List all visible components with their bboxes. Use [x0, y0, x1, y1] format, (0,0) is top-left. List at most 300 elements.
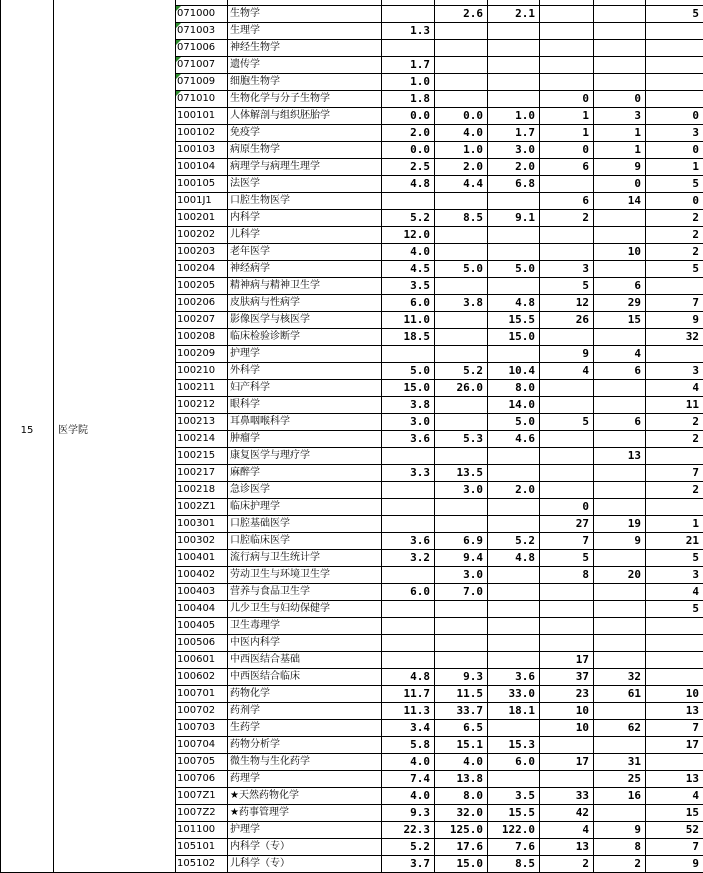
- value-cell-2: 26.0: [435, 380, 488, 397]
- value-cell-6: 13: [646, 771, 703, 788]
- major-name-cell: 眼科学: [228, 397, 382, 414]
- value-cell-1: 5.2: [382, 210, 435, 227]
- value-cell-2: [435, 397, 488, 414]
- value-cell-1: 2.5: [382, 159, 435, 176]
- major-code: 100405: [177, 620, 216, 631]
- major-code: 100702: [177, 705, 216, 716]
- major-name-cell: 生理学: [228, 23, 382, 40]
- value-cell-1: 3.6: [382, 431, 435, 448]
- major-code-cell: [176, 499, 228, 516]
- major-code: 100211: [177, 382, 216, 393]
- major-code-cell: [176, 74, 228, 91]
- major-name-cell: 病原生物学: [228, 142, 382, 159]
- value-cell-4: 0: [540, 142, 594, 159]
- value-cell-2: 5.0: [435, 261, 488, 278]
- value-cell-1: 9.3: [382, 805, 435, 822]
- major-code-cell: [176, 686, 228, 703]
- value-cell-2: 4.0: [435, 754, 488, 771]
- major-code-cell: [176, 193, 228, 210]
- value-cell-3: [488, 244, 540, 261]
- value-cell-5: 19: [594, 516, 646, 533]
- value-cell-6: 32: [646, 329, 703, 346]
- major-code-cell: [176, 703, 228, 720]
- value-cell-1: 11.0: [382, 312, 435, 329]
- major-code: 100705: [177, 756, 216, 767]
- major-name-cell: 皮肤病与性病学: [228, 295, 382, 312]
- value-cell-1: 4.0: [382, 788, 435, 805]
- value-cell-4: 17: [540, 754, 594, 771]
- value-cell-6: [646, 499, 703, 516]
- value-cell-3: 15.5: [488, 805, 540, 822]
- value-cell-3: 5.0: [488, 261, 540, 278]
- value-cell-6: [646, 23, 703, 40]
- value-cell-3: [488, 40, 540, 57]
- value-cell-5: [594, 601, 646, 618]
- major-code-cell: [176, 533, 228, 550]
- major-code: 100302: [177, 535, 216, 546]
- major-name-cell: 内科学: [228, 210, 382, 227]
- major-code: 100102: [177, 127, 216, 138]
- value-cell-3: 6.8: [488, 176, 540, 193]
- value-cell-5: 2: [594, 856, 646, 873]
- major-code: 1001J1: [177, 195, 212, 206]
- value-cell-2: [435, 414, 488, 431]
- major-code: 100402: [177, 569, 216, 580]
- value-cell-5: [594, 584, 646, 601]
- value-cell-2: [435, 346, 488, 363]
- value-cell-4: [540, 584, 594, 601]
- major-code: 100210: [177, 365, 216, 376]
- major-code-cell: [176, 652, 228, 669]
- value-cell-2: 15.1: [435, 737, 488, 754]
- value-cell-5: [594, 261, 646, 278]
- comment-marker-icon: [176, 40, 181, 45]
- value-cell-3: [488, 57, 540, 74]
- major-code-cell: [176, 805, 228, 822]
- major-name-cell: 影像医学与核医学: [228, 312, 382, 329]
- value-cell-3: 10.4: [488, 363, 540, 380]
- value-cell-4: 12: [540, 295, 594, 312]
- college-name-cell: 医学院: [54, 0, 176, 873]
- major-code: 100601: [177, 654, 216, 665]
- value-cell-2: 5.3: [435, 431, 488, 448]
- value-cell-1: [382, 193, 435, 210]
- major-code: 071007: [177, 59, 216, 70]
- value-cell-2: [435, 227, 488, 244]
- major-name-cell: 神经病学: [228, 261, 382, 278]
- value-cell-5: [594, 618, 646, 635]
- value-cell-3: [488, 584, 540, 601]
- value-cell-1: [382, 482, 435, 499]
- value-cell-1: 3.6: [382, 533, 435, 550]
- value-cell-2: 4.0: [435, 125, 488, 142]
- major-code: 100212: [177, 399, 216, 410]
- major-code-cell: [176, 244, 228, 261]
- comment-marker-icon: [176, 57, 181, 62]
- value-cell-4: 4: [540, 363, 594, 380]
- value-cell-6: 52: [646, 822, 703, 839]
- value-cell-1: 7.4: [382, 771, 435, 788]
- value-cell-4: [540, 635, 594, 652]
- value-cell-3: 5.0: [488, 414, 540, 431]
- value-cell-2: 4.4: [435, 176, 488, 193]
- value-cell-2: 15.0: [435, 856, 488, 873]
- value-cell-3: 6.0: [488, 754, 540, 771]
- value-cell-5: [594, 380, 646, 397]
- value-cell-5: [594, 6, 646, 23]
- value-cell-5: 9: [594, 533, 646, 550]
- value-cell-4: 0: [540, 91, 594, 108]
- value-cell-4: 5: [540, 550, 594, 567]
- value-cell-2: 3.8: [435, 295, 488, 312]
- value-cell-3: [488, 74, 540, 91]
- major-name-cell: 儿科学: [228, 227, 382, 244]
- value-cell-5: 8: [594, 839, 646, 856]
- value-cell-4: 4: [540, 822, 594, 839]
- major-name-cell: 生物学: [228, 6, 382, 23]
- major-code-cell: [176, 448, 228, 465]
- major-code: 100202: [177, 229, 216, 240]
- value-cell-2: 13.5: [435, 465, 488, 482]
- value-cell-1: 4.5: [382, 261, 435, 278]
- value-cell-3: 5.2: [488, 533, 540, 550]
- value-cell-5: [594, 635, 646, 652]
- value-cell-1: [382, 635, 435, 652]
- major-code: 100506: [177, 637, 216, 648]
- value-cell-6: 3: [646, 567, 703, 584]
- value-cell-4: [540, 618, 594, 635]
- value-cell-6: [646, 346, 703, 363]
- major-code: 100205: [177, 280, 216, 291]
- value-cell-5: 0: [594, 91, 646, 108]
- value-cell-2: [435, 635, 488, 652]
- value-cell-6: 13: [646, 703, 703, 720]
- value-cell-4: [540, 176, 594, 193]
- value-cell-4: 0: [540, 499, 594, 516]
- value-cell-5: 10: [594, 244, 646, 261]
- value-cell-6: 4: [646, 788, 703, 805]
- major-name-cell: 中西医结合临床: [228, 669, 382, 686]
- value-cell-5: [594, 737, 646, 754]
- value-cell-6: [646, 652, 703, 669]
- value-cell-6: 3: [646, 125, 703, 142]
- major-code: 105102: [177, 858, 216, 869]
- major-name-cell: 生物化学与分子生物学: [228, 91, 382, 108]
- major-code-cell: [176, 261, 228, 278]
- value-cell-2: [435, 312, 488, 329]
- value-cell-1: [382, 516, 435, 533]
- major-name-cell: 外科学: [228, 363, 382, 380]
- value-cell-5: 61: [594, 686, 646, 703]
- value-cell-1: [382, 567, 435, 584]
- value-cell-3: 3.0: [488, 142, 540, 159]
- value-cell-1: 22.3: [382, 822, 435, 839]
- value-cell-2: [435, 499, 488, 516]
- major-code: 071000: [177, 8, 216, 19]
- major-code: 100403: [177, 586, 216, 597]
- value-cell-5: [594, 40, 646, 57]
- major-name-cell: 老年医学: [228, 244, 382, 261]
- value-cell-4: 2: [540, 210, 594, 227]
- major-code-cell: [176, 23, 228, 40]
- value-cell-6: 7: [646, 465, 703, 482]
- major-name-cell: 中西医结合基础: [228, 652, 382, 669]
- value-cell-5: 15: [594, 312, 646, 329]
- value-cell-2: 11.5: [435, 686, 488, 703]
- value-cell-1: 4.8: [382, 669, 435, 686]
- value-cell-3: 7.6: [488, 839, 540, 856]
- value-cell-3: 8.0: [488, 380, 540, 397]
- value-cell-4: 10: [540, 703, 594, 720]
- major-name-cell: 护理学: [228, 822, 382, 839]
- major-code-cell: [176, 635, 228, 652]
- value-cell-1: 3.2: [382, 550, 435, 567]
- comment-marker-icon: [176, 6, 181, 11]
- value-cell-2: 3.0: [435, 567, 488, 584]
- value-cell-5: 20: [594, 567, 646, 584]
- major-code-cell: [176, 363, 228, 380]
- value-cell-5: 9: [594, 159, 646, 176]
- value-cell-6: 4: [646, 584, 703, 601]
- value-cell-6: 2: [646, 227, 703, 244]
- value-cell-6: 2: [646, 431, 703, 448]
- major-code: 100104: [177, 161, 216, 172]
- value-cell-4: 9: [540, 346, 594, 363]
- value-cell-5: [594, 57, 646, 74]
- table-body: [1, 0, 703, 873]
- major-code-cell: [176, 40, 228, 57]
- value-cell-4: 10: [540, 720, 594, 737]
- value-cell-6: 17: [646, 737, 703, 754]
- major-name-cell: ★天然药物化学: [228, 788, 382, 805]
- major-code-cell: [176, 329, 228, 346]
- major-name-cell: 儿科学（专）: [228, 856, 382, 873]
- value-cell-3: 14.0: [488, 397, 540, 414]
- value-cell-3: 4.8: [488, 550, 540, 567]
- major-code-cell: [176, 210, 228, 227]
- value-cell-1: 4.0: [382, 754, 435, 771]
- value-cell-4: [540, 227, 594, 244]
- value-cell-4: [540, 244, 594, 261]
- value-cell-5: [594, 652, 646, 669]
- value-cell-1: 0.0: [382, 108, 435, 125]
- value-cell-1: 3.4: [382, 720, 435, 737]
- value-cell-3: [488, 91, 540, 108]
- value-cell-5: [594, 210, 646, 227]
- value-cell-1: 4.0: [382, 244, 435, 261]
- major-name-cell: 儿少卫生与妇幼保健学: [228, 601, 382, 618]
- major-name-cell: 临床护理学: [228, 499, 382, 516]
- value-cell-6: 0: [646, 108, 703, 125]
- value-cell-5: 16: [594, 788, 646, 805]
- major-code-cell: [176, 839, 228, 856]
- value-cell-4: [540, 329, 594, 346]
- value-cell-3: 3.5: [488, 788, 540, 805]
- value-cell-4: 1: [540, 108, 594, 125]
- value-cell-2: 6.5: [435, 720, 488, 737]
- value-cell-4: [540, 737, 594, 754]
- value-cell-5: [594, 23, 646, 40]
- value-cell-2: 1.0: [435, 142, 488, 159]
- value-cell-4: 7: [540, 533, 594, 550]
- major-code-cell: [176, 584, 228, 601]
- value-cell-6: 2: [646, 482, 703, 499]
- value-cell-4: [540, 74, 594, 91]
- value-cell-2: 9.4: [435, 550, 488, 567]
- value-cell-1: [382, 499, 435, 516]
- major-code: 100204: [177, 263, 216, 274]
- major-code-cell: [176, 57, 228, 74]
- value-cell-6: [646, 669, 703, 686]
- value-cell-5: 6: [594, 363, 646, 380]
- value-cell-1: 0.0: [382, 142, 435, 159]
- value-cell-2: [435, 40, 488, 57]
- value-cell-5: 6: [594, 278, 646, 295]
- major-name-cell: 神经生物学: [228, 40, 382, 57]
- value-cell-3: [488, 227, 540, 244]
- major-name-cell: 流行病与卫生统计学: [228, 550, 382, 567]
- major-code: 100218: [177, 484, 216, 495]
- value-cell-3: 2.0: [488, 159, 540, 176]
- value-cell-4: 6: [540, 193, 594, 210]
- value-cell-4: [540, 23, 594, 40]
- major-code: 071009: [177, 76, 216, 87]
- value-cell-3: 15.5: [488, 312, 540, 329]
- value-cell-2: 125.0: [435, 822, 488, 839]
- value-cell-2: [435, 448, 488, 465]
- value-cell-6: [646, 618, 703, 635]
- value-cell-1: 3.8: [382, 397, 435, 414]
- value-cell-1: [382, 601, 435, 618]
- value-cell-6: 1: [646, 159, 703, 176]
- value-cell-5: [594, 482, 646, 499]
- value-cell-2: [435, 329, 488, 346]
- value-cell-3: 33.0: [488, 686, 540, 703]
- value-cell-5: 1: [594, 125, 646, 142]
- major-code: 100209: [177, 348, 216, 359]
- value-cell-6: 5: [646, 6, 703, 23]
- major-code-cell: [176, 227, 228, 244]
- value-cell-4: 17: [540, 652, 594, 669]
- comment-marker-icon: [176, 74, 181, 79]
- major-code-cell: [176, 431, 228, 448]
- value-cell-1: [382, 6, 435, 23]
- value-cell-4: 23: [540, 686, 594, 703]
- major-code-cell: [176, 159, 228, 176]
- value-cell-1: [382, 40, 435, 57]
- college-index-cell: 15: [1, 0, 54, 873]
- value-cell-3: [488, 193, 540, 210]
- value-cell-6: 15: [646, 805, 703, 822]
- value-cell-2: 2.0: [435, 159, 488, 176]
- major-code: 100301: [177, 518, 216, 529]
- value-cell-2: [435, 652, 488, 669]
- major-code: 100701: [177, 688, 216, 699]
- major-code-cell: [176, 771, 228, 788]
- major-name-cell: 口腔基础医学: [228, 516, 382, 533]
- value-cell-6: [646, 754, 703, 771]
- value-cell-6: [646, 74, 703, 91]
- major-name-cell: 口腔生物医学: [228, 193, 382, 210]
- major-code: 100203: [177, 246, 216, 257]
- value-cell-5: 3: [594, 108, 646, 125]
- value-cell-4: [540, 771, 594, 788]
- value-cell-5: 9: [594, 822, 646, 839]
- value-cell-6: 7: [646, 720, 703, 737]
- value-cell-3: 4.6: [488, 431, 540, 448]
- major-name-cell: 生药学: [228, 720, 382, 737]
- major-code-cell: [176, 601, 228, 618]
- major-name-cell: 微生物与生化药学: [228, 754, 382, 771]
- major-code: 100703: [177, 722, 216, 733]
- value-cell-3: 18.1: [488, 703, 540, 720]
- value-cell-3: [488, 601, 540, 618]
- value-cell-6: [646, 57, 703, 74]
- value-cell-4: 6: [540, 159, 594, 176]
- value-cell-6: 1: [646, 516, 703, 533]
- value-cell-3: [488, 720, 540, 737]
- value-cell-3: 9.1: [488, 210, 540, 227]
- value-cell-6: 0: [646, 193, 703, 210]
- major-code: 071003: [177, 25, 216, 36]
- value-cell-3: [488, 278, 540, 295]
- value-cell-5: [594, 431, 646, 448]
- value-cell-1: 5.2: [382, 839, 435, 856]
- value-cell-2: [435, 618, 488, 635]
- value-cell-5: 14: [594, 193, 646, 210]
- value-cell-3: [488, 771, 540, 788]
- major-name-cell: 护理学: [228, 346, 382, 363]
- value-cell-4: [540, 465, 594, 482]
- major-name-cell: 耳鼻咽喉科学: [228, 414, 382, 431]
- value-cell-2: 2.6: [435, 6, 488, 23]
- major-code-cell: [176, 295, 228, 312]
- value-cell-2: 13.8: [435, 771, 488, 788]
- value-cell-2: 5.2: [435, 363, 488, 380]
- value-cell-1: 11.3: [382, 703, 435, 720]
- value-cell-6: [646, 40, 703, 57]
- major-code-cell: [176, 176, 228, 193]
- major-code-cell: [176, 380, 228, 397]
- major-code: 100201: [177, 212, 216, 223]
- value-cell-2: [435, 193, 488, 210]
- major-code: 100704: [177, 739, 216, 750]
- major-code: 100105: [177, 178, 216, 189]
- value-cell-6: 10: [646, 686, 703, 703]
- value-cell-1: 6.0: [382, 295, 435, 312]
- value-cell-3: 1.0: [488, 108, 540, 125]
- major-code: 100208: [177, 331, 216, 342]
- value-cell-3: [488, 516, 540, 533]
- value-cell-4: 37: [540, 669, 594, 686]
- major-name-cell: 药物分析学: [228, 737, 382, 754]
- value-cell-1: 11.7: [382, 686, 435, 703]
- value-cell-2: [435, 91, 488, 108]
- value-cell-2: 33.7: [435, 703, 488, 720]
- value-cell-2: 6.9: [435, 533, 488, 550]
- value-cell-6: [646, 448, 703, 465]
- value-cell-4: [540, 40, 594, 57]
- value-cell-1: 1.7: [382, 57, 435, 74]
- value-cell-2: [435, 278, 488, 295]
- value-cell-1: 5.0: [382, 363, 435, 380]
- value-cell-5: 4: [594, 346, 646, 363]
- value-cell-2: [435, 74, 488, 91]
- value-cell-5: 62: [594, 720, 646, 737]
- major-name-cell: 卫生毒理学: [228, 618, 382, 635]
- value-cell-5: 29: [594, 295, 646, 312]
- value-cell-1: 3.0: [382, 414, 435, 431]
